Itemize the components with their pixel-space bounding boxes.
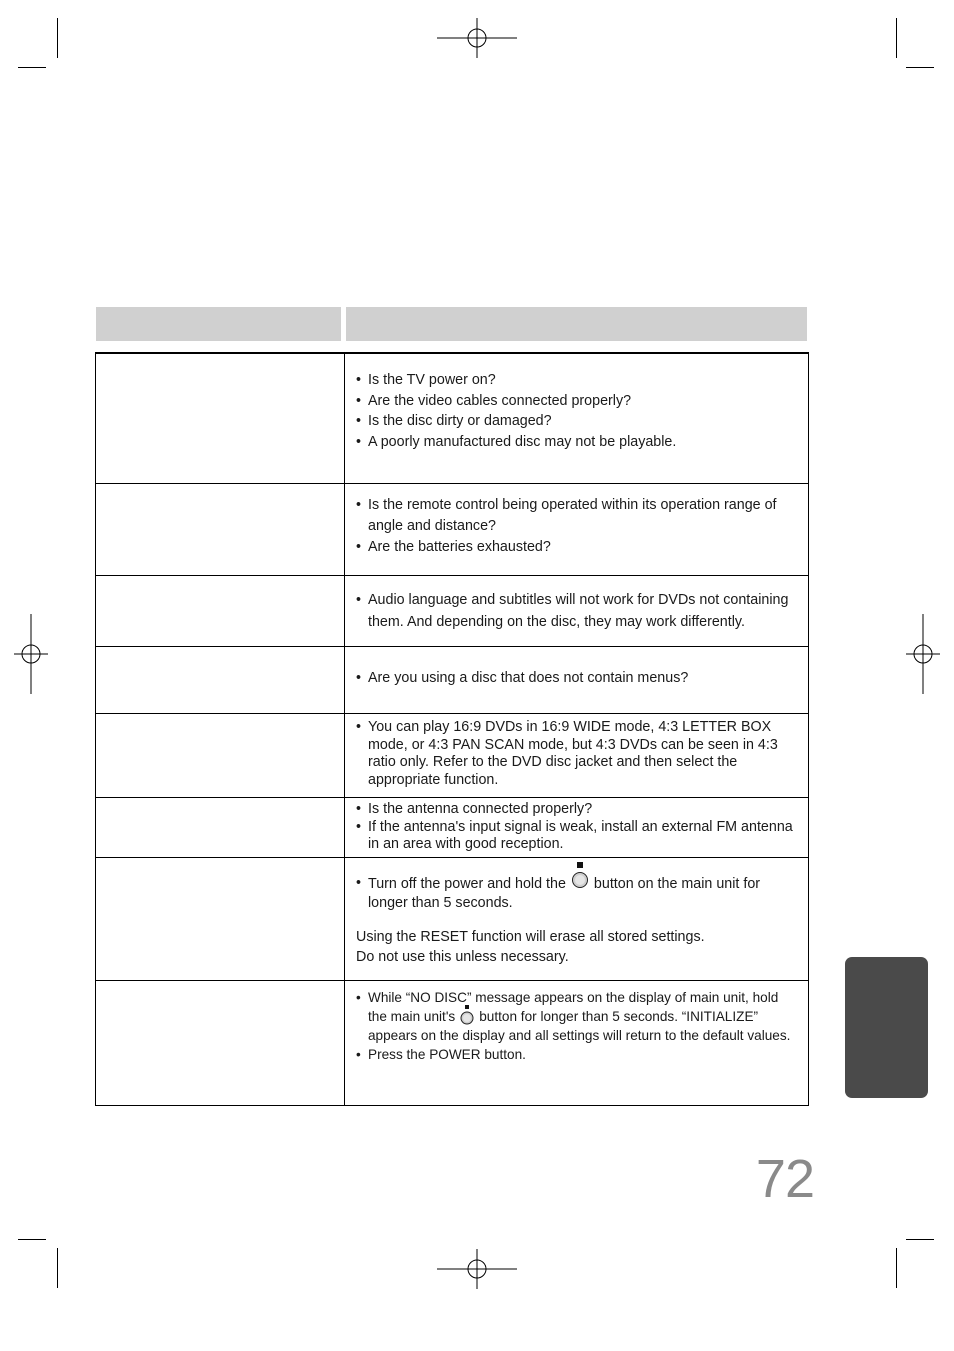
check-item: • Audio language and subtitles will not work for DVDs not containing them. And depending on the disc, they may work differently. bbox=[356, 589, 796, 633]
check-text: Turn off the power and hold the bbox=[368, 876, 566, 892]
table-row bbox=[96, 797, 808, 857]
check-cell bbox=[356, 874, 796, 967]
check-item: • You can play 16:9 DVDs in 16:9 WIDE mode, 4:3 LETTER BOX mode, or 4:3 PAN SCAN mode, but 4:3 DVDs can be seen in 4:3 ratio only. Refer to the DVD disc jacket and then select the appropriate function. bbox=[356, 719, 796, 789]
table-row bbox=[96, 857, 808, 980]
check-item: • Is the TV power on? bbox=[356, 370, 796, 391]
check-cell bbox=[356, 719, 796, 789]
check-item bbox=[356, 874, 796, 913]
crop-mark bbox=[18, 67, 46, 68]
section-side-tab bbox=[845, 957, 928, 1098]
troubleshooting-table bbox=[95, 352, 809, 1106]
check-item: • Press the POWER button. bbox=[356, 1045, 796, 1064]
page-number: 72 bbox=[755, 1149, 814, 1209]
table-row bbox=[96, 483, 808, 575]
header-symptom-bar bbox=[96, 307, 341, 341]
table-row bbox=[96, 646, 808, 713]
check-text: button for longer than 5 seconds. “INITIALIZE” appears on the display and all settings will return to the default values. bbox=[368, 1009, 791, 1043]
check-cell bbox=[356, 668, 796, 688]
registration-mark-left bbox=[14, 614, 48, 694]
table-row bbox=[96, 713, 808, 797]
check-item: • Is the remote control being operated within its operation range of angle and distance? bbox=[356, 495, 796, 537]
table-row bbox=[96, 980, 808, 1106]
crop-mark bbox=[896, 18, 897, 58]
reset-note: Do not use this unless necessary. bbox=[356, 948, 569, 965]
check-cell bbox=[356, 988, 796, 1064]
table-row bbox=[96, 575, 808, 646]
registration-mark-top bbox=[437, 18, 517, 58]
check-cell bbox=[356, 801, 796, 854]
check-item: • Are you using a disc that does not contain menus? bbox=[356, 668, 796, 688]
check-cell bbox=[356, 495, 796, 557]
check-cell bbox=[356, 370, 796, 452]
check-item: • A poorly manufactured disc may not be playable. bbox=[356, 432, 796, 453]
check-item bbox=[356, 988, 796, 1045]
check-item: • If the antenna's input signal is weak, install an external FM antenna in an area with good reception. bbox=[356, 819, 796, 854]
registration-mark-right bbox=[906, 614, 940, 694]
check-text: While “NO DISC” message appears on the display of main unit, hold the main unit's bbox=[368, 990, 779, 1024]
stop-button-icon bbox=[570, 874, 590, 890]
stop-button-icon bbox=[459, 1009, 475, 1023]
check-item: • Is the disc dirty or damaged? bbox=[356, 411, 796, 432]
header-check-bar bbox=[346, 307, 807, 341]
registration-mark-bottom bbox=[437, 1249, 517, 1289]
crop-mark bbox=[57, 1248, 58, 1288]
crop-mark bbox=[906, 67, 934, 68]
reset-note: Using the RESET function will erase all stored settings. bbox=[356, 929, 705, 945]
check-text: button on the main unit for longer than 5 seconds. bbox=[368, 876, 761, 911]
check-item: • Is the antenna connected properly? bbox=[356, 801, 796, 819]
check-item: • Are the batteries exhausted? bbox=[356, 537, 796, 557]
crop-mark bbox=[18, 1239, 46, 1240]
crop-mark bbox=[906, 1239, 934, 1240]
check-cell bbox=[356, 589, 796, 633]
crop-mark bbox=[896, 1248, 897, 1288]
table-row bbox=[96, 353, 808, 483]
crop-mark bbox=[57, 18, 58, 58]
check-item: • Are the video cables connected properly? bbox=[356, 391, 796, 412]
